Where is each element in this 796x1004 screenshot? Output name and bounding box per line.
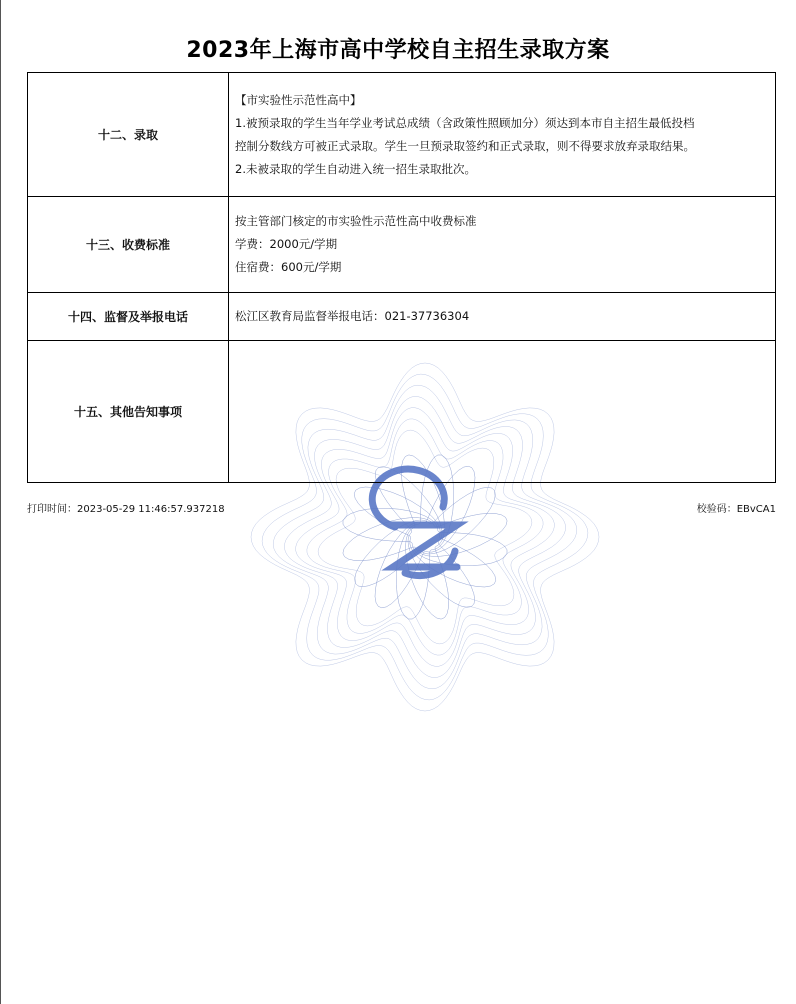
table-row xyxy=(28,197,776,293)
section-content-hotline: 松江区教育局监督举报电话：021-37736304 xyxy=(229,293,776,341)
fees-line-3: 住宿费：600元/学期 xyxy=(235,260,342,274)
admission-line-3: 控制分数线方可被正式录取。学生一旦预录取签约和正式录取，则不得要求放弃录取结果。 xyxy=(235,138,695,153)
document-title: 2023年上海市高中学校自主招生录取方案 xyxy=(186,38,610,63)
page-left-edge xyxy=(0,0,1,1004)
admission-line-4: 2.未被录取的学生自动进入统一招生录取批次。 xyxy=(235,161,476,176)
print-time: 打印时间：2023-05-29 11:46:57.937218 xyxy=(27,504,225,515)
section-label-hotline: 十四、监督及举报电话 xyxy=(28,293,229,341)
section-label-admission: 十二、录取 xyxy=(28,73,229,197)
fees-line-1: 按主管部门核定的市实验性示范性高中收费标准 xyxy=(235,214,477,228)
fees-line-2: 学费：2000元/学期 xyxy=(235,237,338,251)
section-content-fees xyxy=(229,197,776,293)
checksum: 校验码：EBvCA1 xyxy=(696,504,776,515)
section-label-fees: 十三、收费标准 xyxy=(28,197,229,293)
admission-line-2: 1.被预录取的学生当年学业考试总成绩（含政策性照顾加分）须达到本市自主招生最低投档 xyxy=(235,115,695,130)
admission-line-1: 【市实验性示范性高中】 xyxy=(235,92,362,107)
table-row xyxy=(28,73,776,197)
admission-plan-table xyxy=(27,72,776,483)
section-content-admission xyxy=(229,73,776,197)
table-row xyxy=(28,293,776,341)
section-content-other xyxy=(229,341,776,483)
section-label-other: 十五、其他告知事项 xyxy=(28,341,229,483)
table-row xyxy=(28,341,776,483)
seal-logo-icon xyxy=(372,469,457,575)
